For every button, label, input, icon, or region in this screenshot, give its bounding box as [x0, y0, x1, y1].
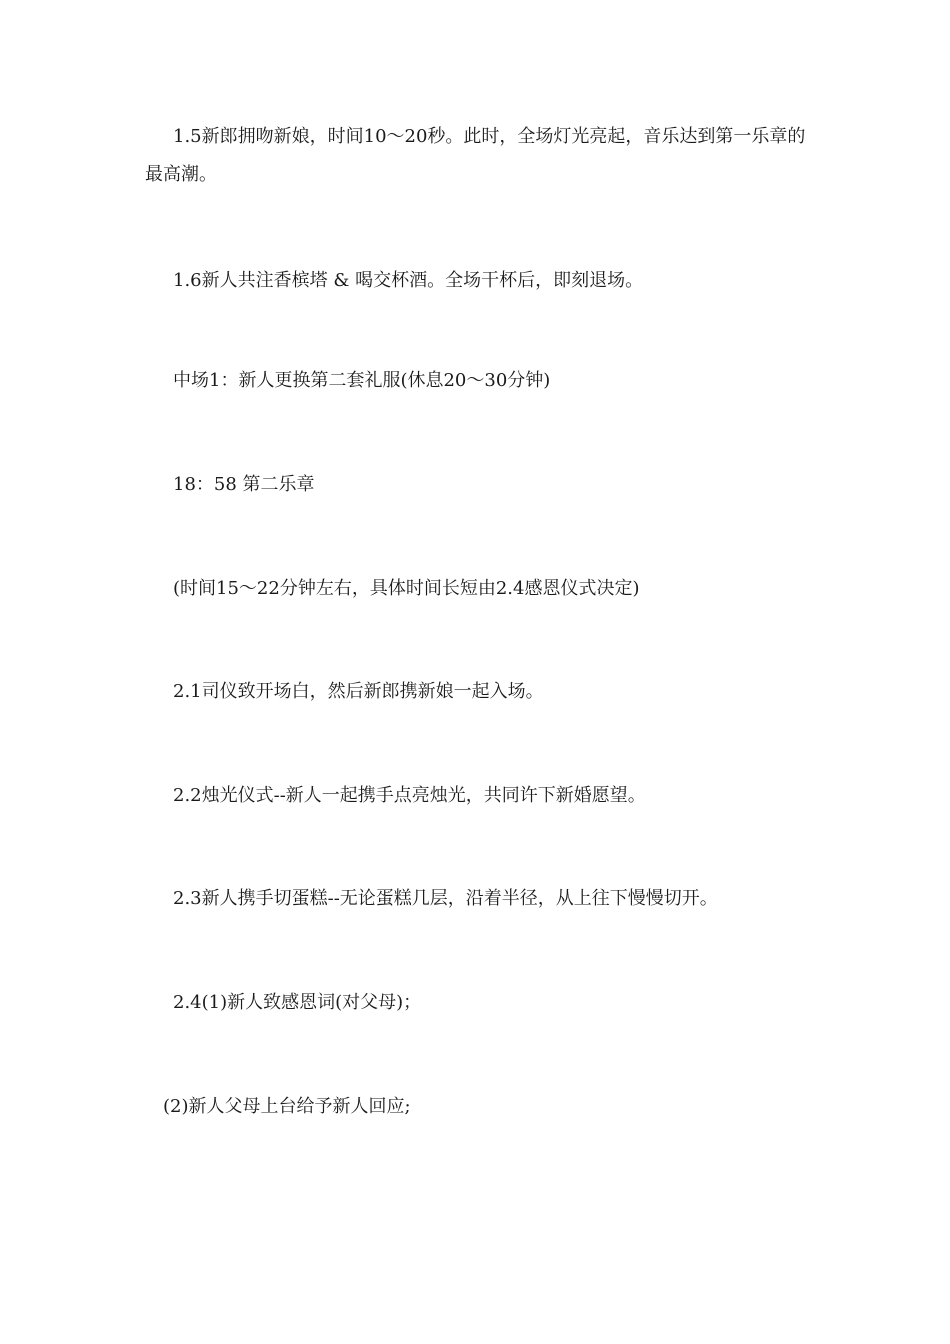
paragraph-chapter-2-duration: (时间15～22分钟左右，具体时间长短由2.4感恩仪式决定) — [173, 578, 640, 599]
paragraph-2-4-2: (2)新人父母上台给予新人回应; — [163, 1096, 411, 1117]
paragraph-2-3: 2.3新人携手切蛋糕--无论蛋糕几层，沿着半径，从上往下慢慢切开。 — [173, 888, 718, 909]
paragraph-2-1: 2.1司仪致开场白，然后新郎携新娘一起入场。 — [173, 681, 544, 702]
paragraph-1-5: 1.5新郎拥吻新娘，时间10～20秒。此时，全场灯光亮起，音乐达到第一乐章的最高潮。 — [145, 126, 806, 185]
paragraph-2-2: 2.2烛光仪式--新人一起携手点亮烛光，共同许下新婚愿望。 — [173, 785, 646, 806]
paragraph-intermission: 中场1：新人更换第二套礼服(休息20～30分钟) — [173, 370, 551, 391]
paragraph-2-4-1: 2.4(1)新人致感恩词(对父母)； — [173, 992, 422, 1013]
paragraph-1-6: 1.6新人共注香槟塔 & 喝交杯酒。全场干杯后，即刻退场。 — [173, 270, 644, 291]
paragraph-chapter-2: 18：58 第二乐章 — [173, 474, 315, 495]
